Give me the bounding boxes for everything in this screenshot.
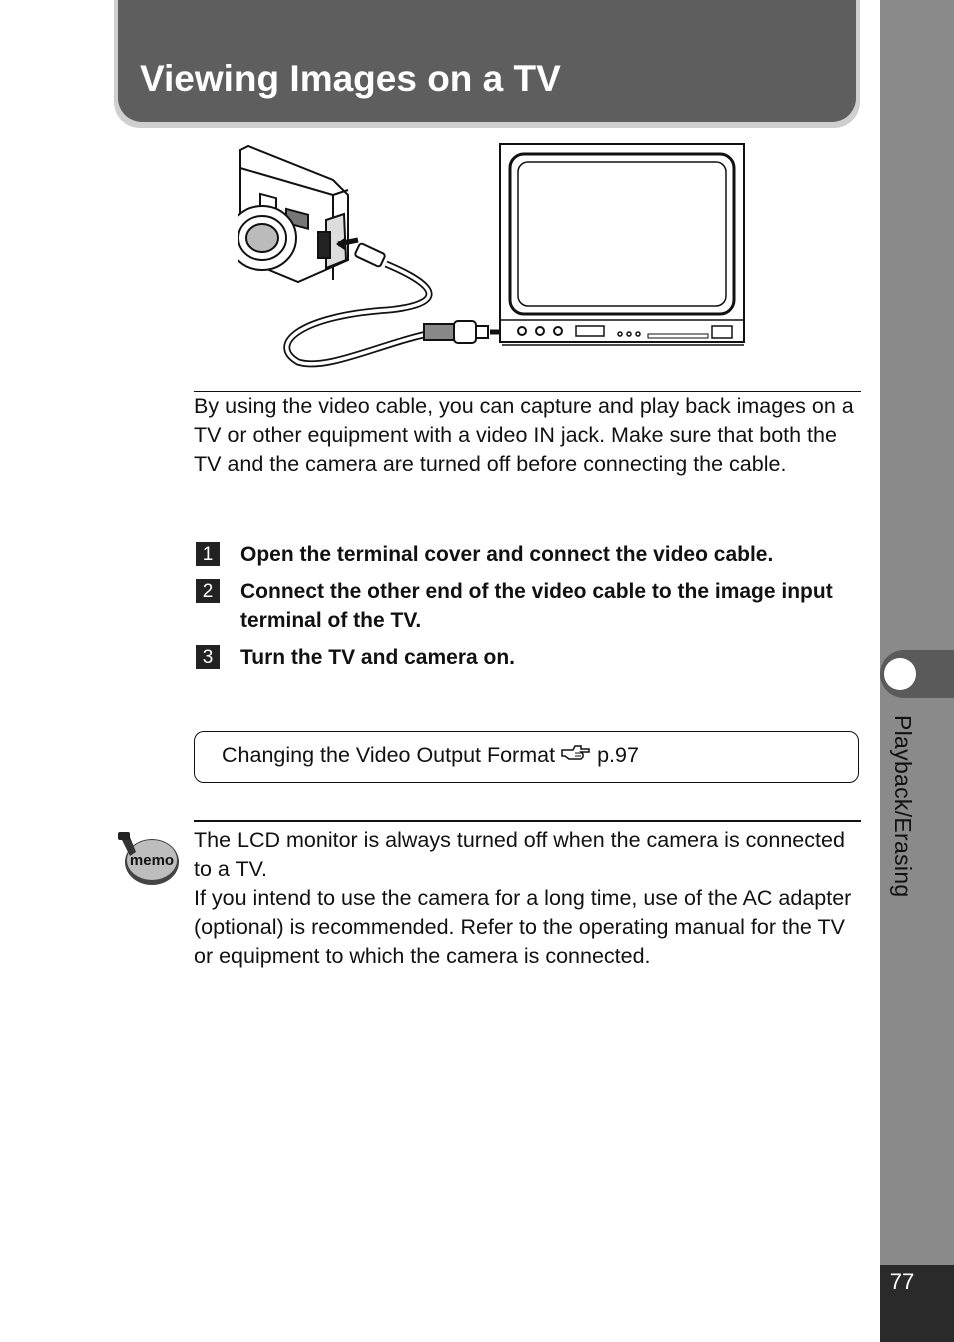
chapter-tab-circle-icon [884,658,916,690]
camera-tv-connection-illustration [238,140,748,372]
reference-label: Changing the Video Output Format [222,743,556,767]
memo-line: If you intend to use the camera for a long time, use of the AC adapter (optional) is recommended. Refer to the operating manual for the TV or equipment to which the camera is connected. [194,886,852,968]
step-item [196,643,856,672]
step-text: Open the terminal cover and connect the video cable. [240,543,774,566]
chapter-tab [880,650,954,698]
memo-icon-label: memo [129,852,175,869]
step-item [196,577,856,635]
camera-illustration [238,146,348,282]
reference-box [194,731,859,783]
steps-list [196,540,856,680]
tv-illustration [500,144,744,345]
memo-line: The LCD monitor is always turned off when the camera is connected to a TV. [194,828,845,881]
page-number-box [880,1265,954,1342]
intro-paragraph: By using the video cable, you can capture and play back images on a TV or other equipment with a video IN jack. Make sure that both the TV and the camera are turned off before connecting the cable. [194,394,854,476]
step-text: Turn the TV and camera on. [240,646,515,669]
reference-line [222,743,639,768]
page-number: 77 [889,1269,915,1294]
memo-text [194,826,854,971]
page-title: Viewing Images on a TV [140,58,561,99]
reference-page: p.97 [597,743,639,767]
chapter-label: Playback/Erasing [890,715,916,898]
memo-top-rule [194,820,861,822]
step-number: 3 [196,645,220,669]
pointing-hand-icon [561,743,591,768]
memo-icon [116,830,182,888]
step-number: 1 [196,542,220,566]
step-text: Connect the other end of the video cable to the image input terminal of the TV. [240,580,833,632]
step-number: 2 [196,579,220,603]
step-item [196,540,856,569]
